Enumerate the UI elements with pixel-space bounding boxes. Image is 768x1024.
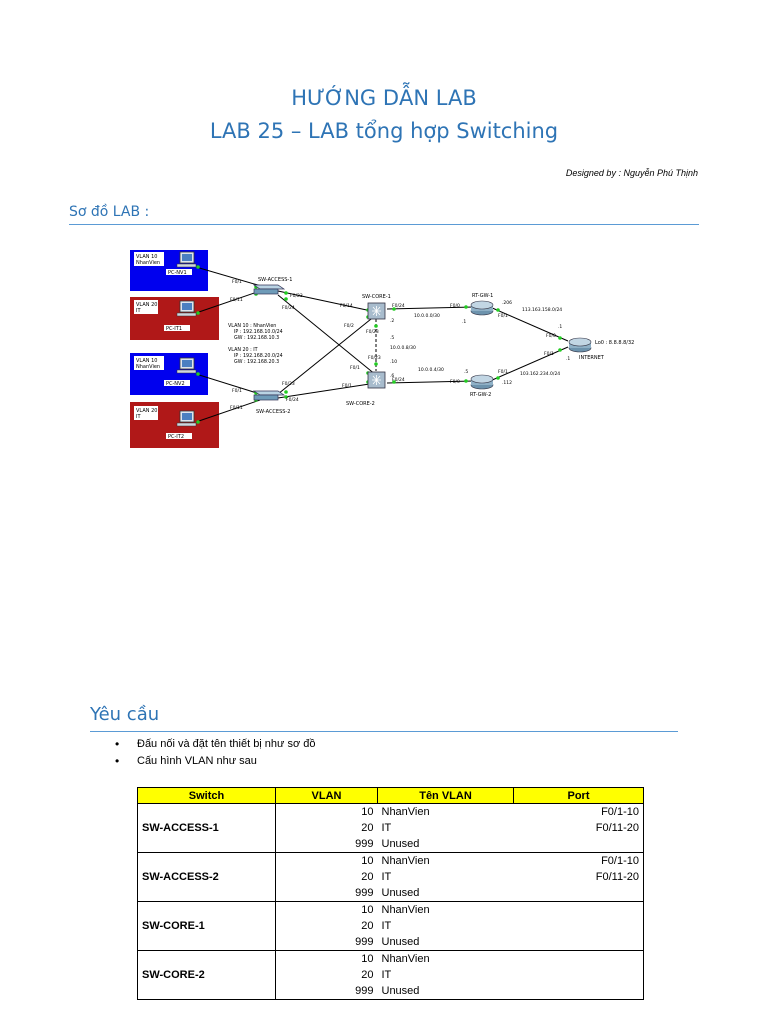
vlan-name-cell: IT <box>381 969 392 981</box>
vlan-name-cell: Unused <box>378 983 514 1000</box>
zone-label: NhanVien <box>136 260 161 266</box>
switch-cell: SW-ACCESS-1 <box>138 804 276 853</box>
vlan-info-line: GW : 192.168.10.3 <box>234 336 280 341</box>
port-label: F0/0 <box>450 380 460 385</box>
vlan-table <box>137 787 644 1000</box>
vlan-name-cell: NhanVien <box>381 806 430 818</box>
port-label: F0/1 <box>544 352 554 357</box>
column-header: Port <box>514 788 644 804</box>
zone-label: VLAN 20 <box>136 408 158 414</box>
port-cell <box>514 918 644 934</box>
heading-rule <box>69 224 699 225</box>
port-label: F0/24 <box>392 378 405 383</box>
device-label: INTERNET <box>579 355 604 361</box>
router-icon <box>471 375 493 389</box>
port-cell: F0/1-10 <box>514 804 644 821</box>
port-cell <box>514 902 644 919</box>
vlan-id-cell: 10 <box>276 902 378 919</box>
requirements-heading: Yêu cầu <box>90 704 160 725</box>
port-cell <box>514 983 644 1000</box>
vlan-id-cell: 20 <box>276 967 378 983</box>
port-label: F0/14 <box>340 304 353 309</box>
vlan-name-cell: NhanVien <box>381 855 430 867</box>
ip-label: .1 <box>462 320 467 325</box>
page-subtitle: LAB 25 – LAB tổng hợp Switching <box>209 119 559 143</box>
port-label: F0/1 <box>232 389 242 394</box>
ip-label: .2 <box>390 319 395 324</box>
diagram-heading: Sơ đồ LAB : <box>69 204 150 220</box>
device-label: RT-GW-1 <box>472 293 494 299</box>
zone-label: VLAN 10 <box>136 254 158 260</box>
zone-label: VLAN 20 <box>136 302 158 308</box>
port-label: F0/0 <box>450 304 460 309</box>
port-label: F0/11 <box>230 298 243 303</box>
ip-label: .5 <box>464 370 469 375</box>
ip-label: .10 <box>390 360 398 365</box>
device-label: SW-CORE-1 <box>362 294 391 300</box>
access-switch-icon <box>254 285 284 294</box>
port-cell <box>514 967 644 983</box>
vlan-info-line: GW : 192.168.20.3 <box>234 360 280 365</box>
vlan-id-cell: 999 <box>276 983 378 1000</box>
core-switch-icon <box>368 372 385 388</box>
table-row <box>138 902 644 919</box>
vlan-id-cell: 999 <box>276 836 378 853</box>
port-label: F0/0 <box>546 334 556 339</box>
port-cell <box>514 951 644 968</box>
router-icon <box>471 301 493 315</box>
ip-label: .1 <box>558 325 563 330</box>
table-row <box>138 804 644 821</box>
vlan-id-cell: 20 <box>276 820 378 836</box>
port-label: F0/11 <box>230 406 243 411</box>
device-label: SW-ACCESS-2 <box>256 409 291 415</box>
switch-cell: SW-CORE-2 <box>138 951 276 1000</box>
port-label: F0/24 <box>392 304 405 309</box>
list-item: • Đấu nối và đặt tên thiết bị như sơ đồ <box>115 736 315 753</box>
port-cell: F0/11-20 <box>514 869 644 885</box>
pc-label: PC-NV2 <box>166 381 185 387</box>
network-label: 103.162.234.0/24 <box>520 372 561 377</box>
designer-credit: Designed by : Nguyễn Phú Thịnh <box>565 168 698 178</box>
vlan-id-cell: 20 <box>276 918 378 934</box>
column-header: VLAN <box>276 788 378 804</box>
vlan-id-cell: 10 <box>276 804 378 821</box>
port-label: F0/1 <box>342 384 352 389</box>
ip-label: .112 <box>502 381 513 386</box>
port-label: F0/1 <box>498 314 508 319</box>
port-cell <box>514 836 644 853</box>
zone-label: NhanVien <box>136 364 161 370</box>
vlan-name-cell: IT <box>381 871 392 883</box>
pc-label: PC-NV1 <box>168 270 187 276</box>
vlan-name-cell: IT <box>381 822 392 834</box>
table-row <box>138 951 644 968</box>
network-diagram <box>128 243 650 450</box>
switch-cell: SW-CORE-1 <box>138 902 276 951</box>
vlan-info-line: VLAN 10 : NhanVien <box>228 324 277 329</box>
vlan-id-cell: 20 <box>276 869 378 885</box>
port-cell: F0/1-10 <box>514 853 644 870</box>
column-header: Tên VLAN <box>378 788 514 804</box>
heading-rule <box>90 731 678 732</box>
zone-label: IT <box>136 414 141 420</box>
core-switch-icon <box>368 303 385 319</box>
ip-label: .1 <box>566 357 571 362</box>
switch-cell: SW-ACCESS-2 <box>138 853 276 902</box>
port-label: F0/23 <box>282 382 295 387</box>
port-label: F0/23 <box>290 294 303 299</box>
port-label: F0/24 <box>286 398 299 403</box>
vlan-name-cell: Unused <box>378 934 514 951</box>
port-label: F0/2 <box>344 324 354 329</box>
zone-label: IT <box>136 308 141 314</box>
ip-label: .206 <box>502 301 513 306</box>
loopback-label: Lo0 : 8.8.8.8/32 <box>595 340 635 346</box>
port-cell <box>514 934 644 951</box>
pc-label: PC-IT2 <box>168 434 185 440</box>
requirements-list <box>115 736 315 770</box>
table-header-row <box>138 788 644 804</box>
page-title: HƯỚNG DẪN LAB <box>291 86 477 110</box>
network-label: 113.163.158.0/24 <box>522 308 563 313</box>
port-label: F0/1 <box>498 370 508 375</box>
network-label: 10.0.0.0/30 <box>414 314 440 319</box>
table-row <box>138 853 644 870</box>
zone-label: VLAN 10 <box>136 358 158 364</box>
port-cell <box>514 885 644 902</box>
ip-label: .6 <box>390 374 395 379</box>
network-label: 10.0.0.4/30 <box>418 368 444 373</box>
port-label: F0/23 <box>366 330 379 335</box>
vlan-info-line: IP : 192.168.10.0/24 <box>234 330 283 335</box>
vlan-id-cell: 999 <box>276 885 378 902</box>
port-label: F0/23 <box>368 356 381 361</box>
port-label: F0/1 <box>232 280 242 285</box>
vlan-info-line: IP : 192.168.20.0/24 <box>234 354 283 359</box>
vlan-id-cell: 999 <box>276 934 378 951</box>
vlan-info-line: VLAN 20 : IT <box>228 348 258 353</box>
column-header: Switch <box>138 788 276 804</box>
pc-label: PC-IT1 <box>166 326 183 332</box>
port-label: F0/24 <box>282 306 295 311</box>
vlan-name-cell: NhanVien <box>381 904 430 916</box>
port-cell: F0/11-20 <box>514 820 644 836</box>
device-label: RT-GW-2 <box>470 392 492 398</box>
vlan-id-cell: 10 <box>276 853 378 870</box>
ip-label: .5 <box>390 336 395 341</box>
vlan-name-cell: NhanVien <box>381 953 430 965</box>
vlan-name-cell: Unused <box>378 836 514 853</box>
port-label: F0/1 <box>350 366 360 371</box>
vlan-id-cell: 10 <box>276 951 378 968</box>
list-item: • Cấu hình VLAN như sau <box>115 753 315 770</box>
access-switch-icon <box>254 391 284 400</box>
vlan-name-cell: IT <box>381 920 392 932</box>
device-label: SW-ACCESS-1 <box>258 277 293 283</box>
internet-router-icon <box>569 338 591 352</box>
network-label: 10.0.0.8/30 <box>390 346 416 351</box>
device-label: SW-CORE-2 <box>346 401 375 407</box>
vlan-name-cell: Unused <box>378 885 514 902</box>
